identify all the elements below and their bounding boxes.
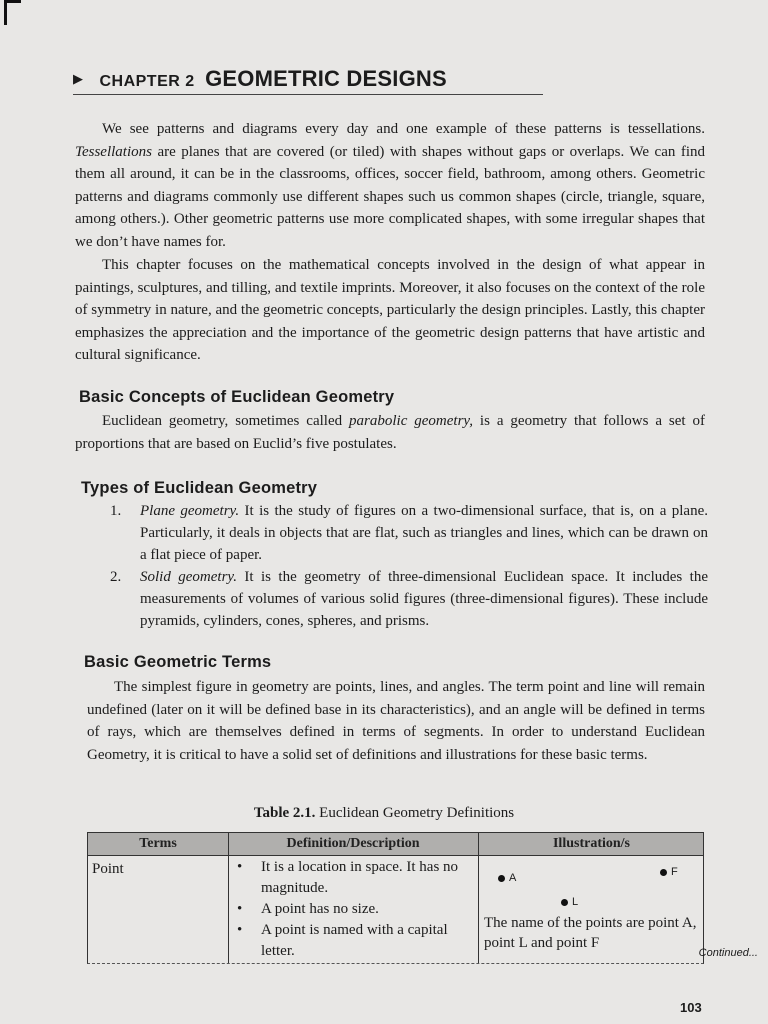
list-item: 2. Solid geometry. It is the geometry of three-dimensional Euclidean space. It includes the measurements of volumes of various solid figures (three-dimensional figures). These include pyramids, cylinders, cones, spheres, and prisms. [110,569,708,629]
column-divider [228,833,229,963]
header-terms: Terms [139,836,177,851]
list-item: • It is a location in space. It has no magnitude. [237,859,459,896]
chapter-label: CHAPTER 2 [99,73,195,90]
list-item: • A point is named with a capital letter. [237,922,448,959]
intro-paragraph-2: This chapter focuses on the mathematical concepts involved in the design of what appear in paintings, sculptures, and tilling, and textile imprints. Moreover, it also focuses on the context of the role of symmetry in nature, and the geometric concepts, particularly the design principles. Lastly, this chapter emphasizes the appreciation and the importance of the geometric design patterns that have artistic and cultural significance. [75,257,705,363]
chapter-arrow-icon: ▶ [73,71,83,86]
definitions-table [87,832,704,964]
table-caption: Table 2.1. Euclidean Geometry Definitions [253,805,515,821]
table-header-row [88,833,703,856]
basic-terms-paragraph: The simplest figure in geometry are points, lines, and angles. The term point and line will remain undefined (later on it will be defined base in its characteristics), and an angle will be defined in terms of rays, which are themselves defined in terms of segments. In order to understand Euclidean Geometry, it is critical to have a solid set of definitions and illustrations for these basic terms. [87,679,705,763]
point-l-illustration: L [561,896,578,908]
term-tessellations: Tessellations [75,143,152,160]
point-dot-icon [660,869,667,876]
point-a-illustration: A [498,872,516,884]
term-point: Point [92,861,124,877]
list-item: • A point has no size. [237,901,379,917]
header-definition: Definition/Description [286,836,420,851]
page-corner-mark [4,0,21,25]
heading-basic-terms: Basic Geometric Terms [84,653,272,671]
list-item: 1. Plane geometry. It is the study of figures on a two-dimensional surface, that is, on a plane. Particularly, it deals in objects that are flat, such as triangles and lines, which can be drawn on a flat piece of paper. [110,503,708,563]
point-f-illustration: F [660,866,678,878]
term-plane-geometry: Plane geometry. [140,503,240,519]
intro-paragraph-1: We see patterns and diagrams every day and one example of these patterns is tessellations. Tessellations are planes that are covered (or tiled) with shapes without gaps or overlaps. We can find them all around, it can be in the classrooms, offices, soccer field, bathroom, among others. Geometric patterns and diagrams commonly use different shapes such us common shapes (circle, triangle, square, among others.). Other geometric patterns use more complicated shapes, with some irregular shapes that we don’t have names for. [75,121,705,250]
point-dot-icon [561,899,568,906]
header-illustration: Illustration/s [552,836,630,851]
column-divider [478,833,479,963]
term-solid-geometry: Solid geometry. [140,569,237,585]
chapter-header [73,66,543,95]
heading-types: Types of Euclidean Geometry [81,479,318,497]
heading-basic-concepts: Basic Concepts of Euclidean Geometry [79,388,395,406]
page-number: 103 [680,1000,702,1015]
basic-concepts-paragraph: Euclidean geometry, sometimes called parabolic geometry, is a geometry that follows a set of proportions that are based on Euclid’s five postulates. [75,413,705,452]
continued-note: Continued... [698,947,758,959]
point-definition-list [233,857,471,962]
term-parabolic-geometry: parabolic geometry, [349,413,474,429]
chapter-title: GEOMETRIC DESIGNS [205,66,447,91]
illustration-caption: The name of the points are point A, point L and point F [484,915,697,951]
point-dot-icon [498,875,505,882]
